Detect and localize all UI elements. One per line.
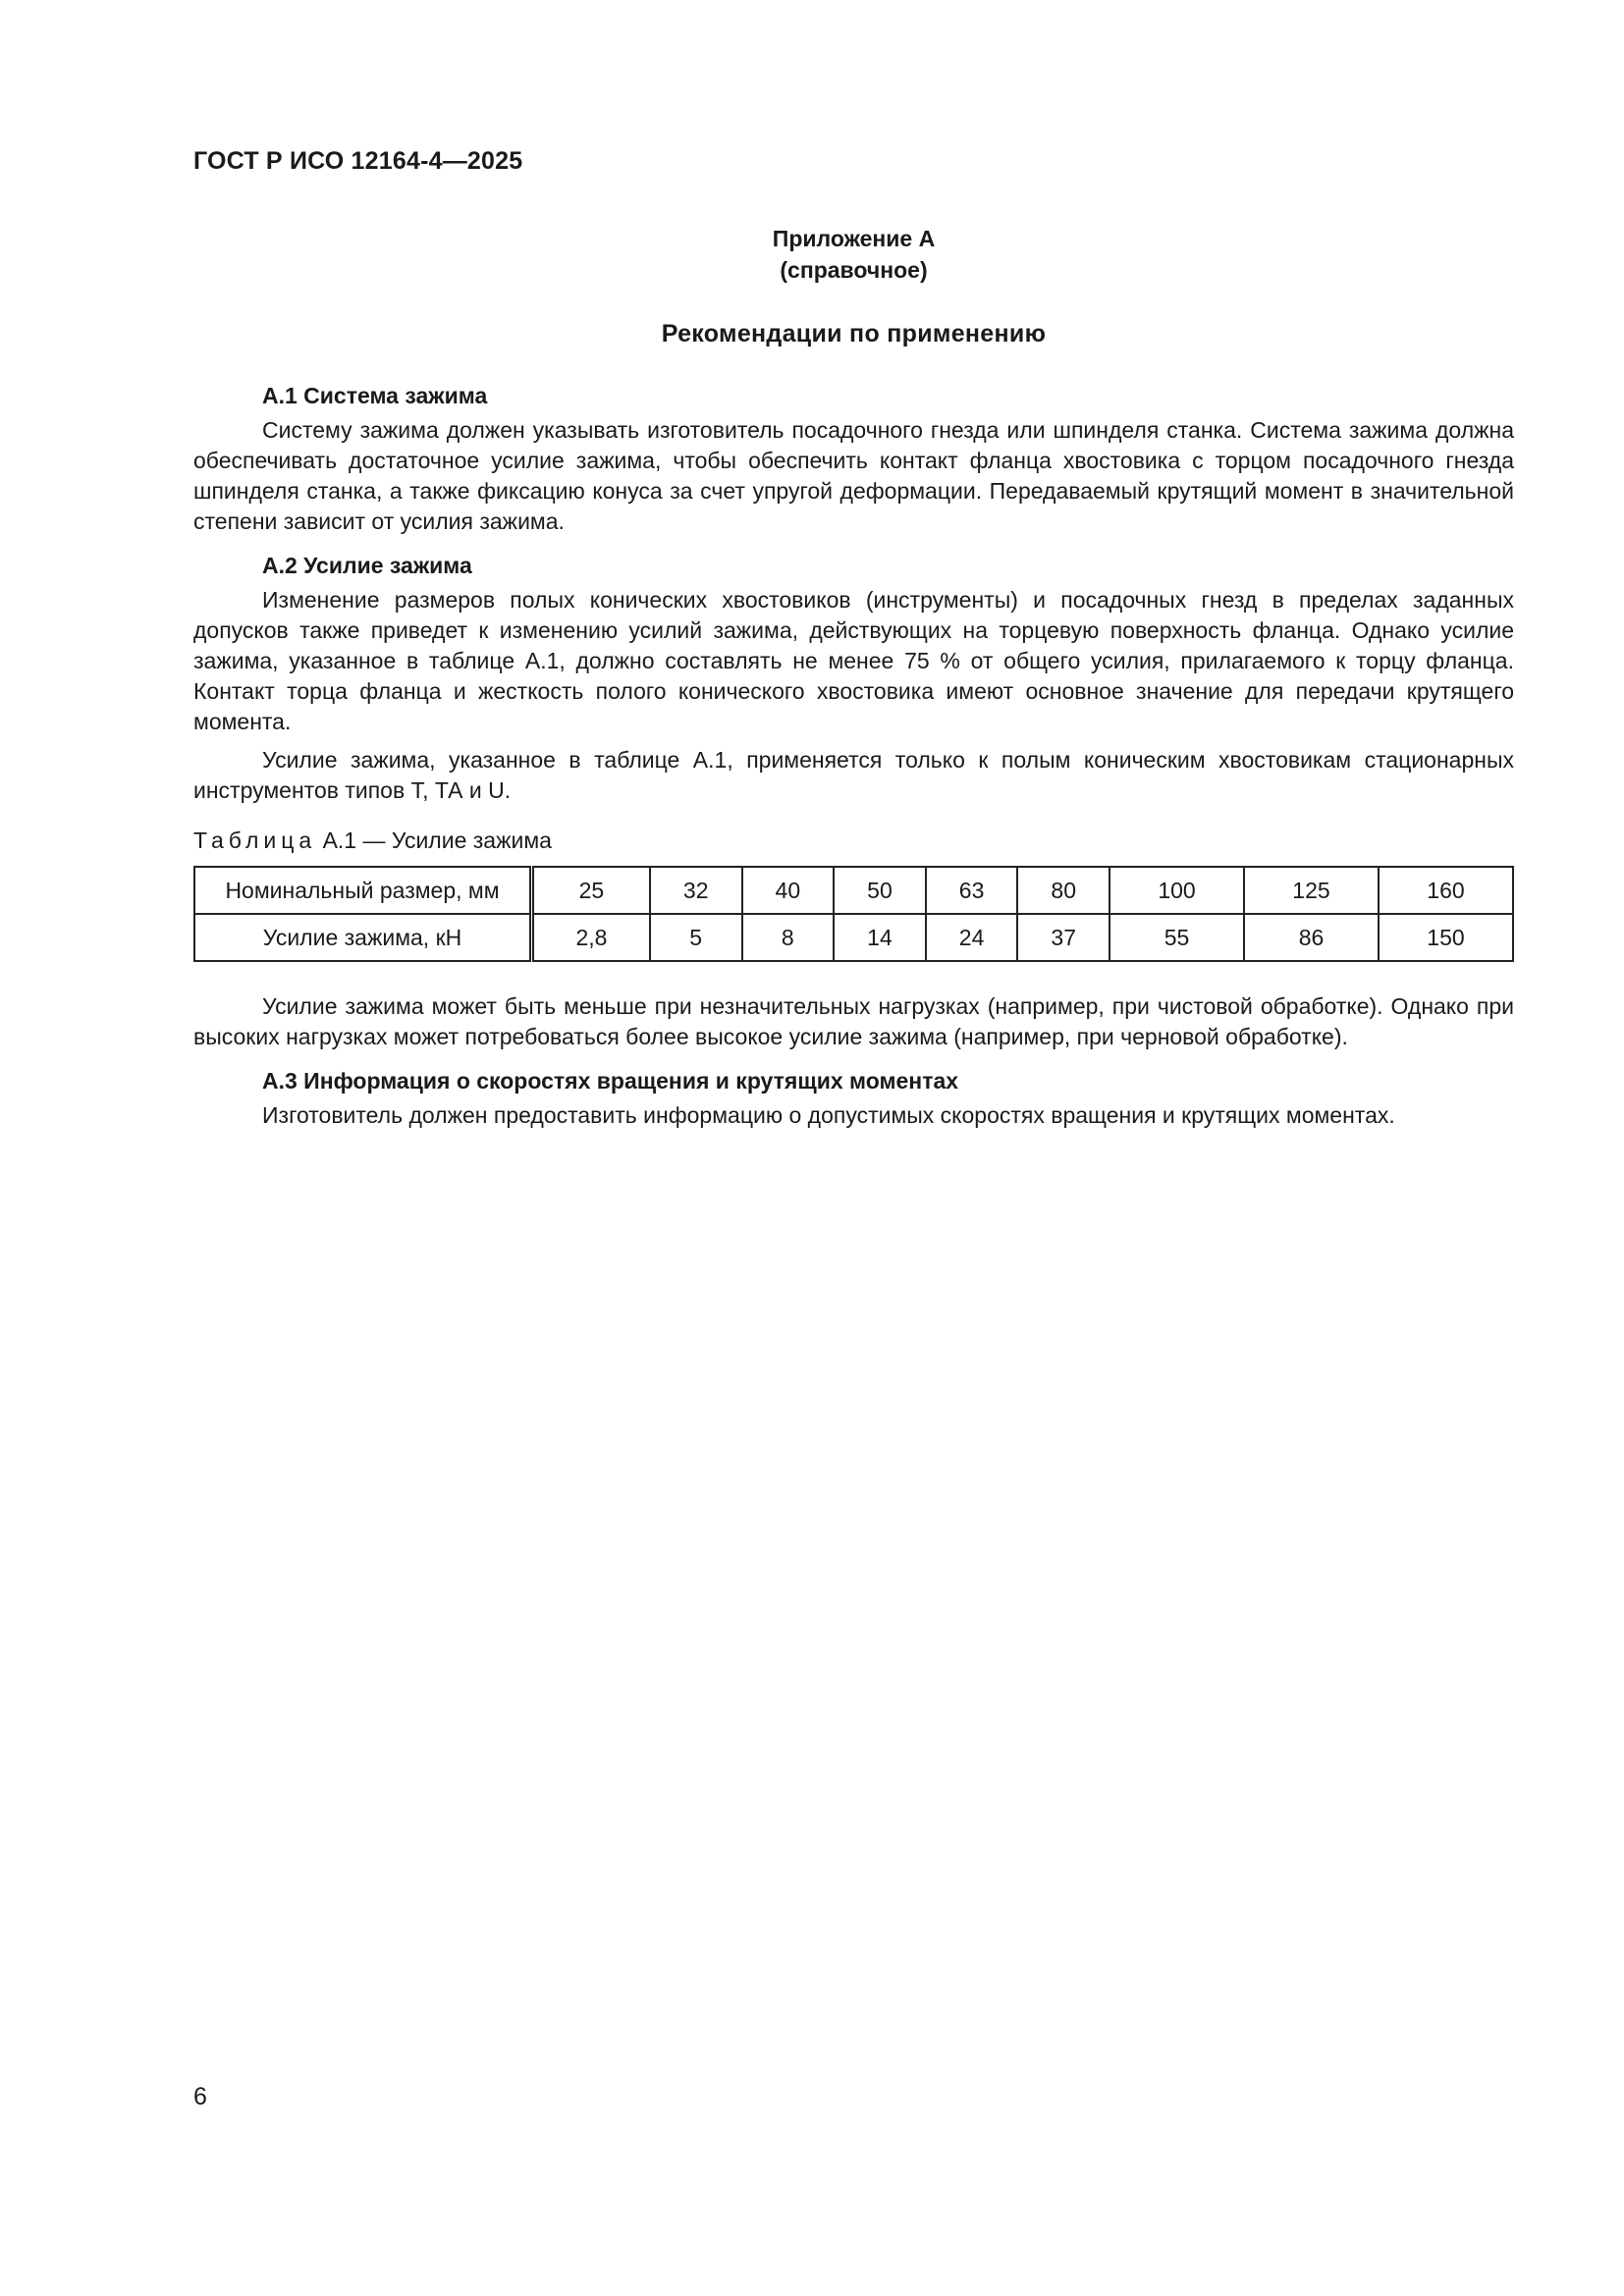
clause-a2-title: А.2 Усилие зажима — [262, 553, 472, 578]
table-row — [194, 867, 1513, 914]
table-caption-prefix: Таблица — [193, 828, 317, 853]
table-cell: 37 — [1017, 914, 1110, 961]
table-cell: 25 — [532, 867, 650, 914]
clamping-force-table — [193, 866, 1514, 962]
table-cell: 2,8 — [532, 914, 650, 961]
document-body — [193, 381, 1514, 1131]
clause-a3-title: А.3 Информация о скоростях вращения и крутящих моментах — [262, 1068, 959, 1094]
table-cell: 55 — [1110, 914, 1244, 961]
table-cell: 63 — [926, 867, 1018, 914]
table-caption-text: А.1 — Усилие зажима — [316, 828, 552, 853]
clause-a1-paragraph: Систему зажима должен указывать изготовитель посадочного гнезда или шпинделя станка. Система зажима должна обеспечивать достаточное усилие зажима, чтобы обеспечить контакт фланца хвостовика с торцом посадочного гнезда шпинделя станка, а также фиксацию конуса за счет упругой деформации. Передаваемый крутящий момент в значительной степени зависит от усилия зажима. — [193, 417, 1514, 534]
table-cell: 5 — [650, 914, 742, 961]
table-caption — [193, 826, 1514, 856]
table-cell: 14 — [834, 914, 926, 961]
table-cell: 24 — [926, 914, 1018, 961]
clause-a2-paragraph-2: Усилие зажима, указанное в таблице А.1, применяется только к полым коническим хвостовикам стационарных инструментов типов Т, ТА и U. — [193, 747, 1514, 803]
annex-type: (справочное) — [780, 257, 928, 283]
table-cell: 50 — [834, 867, 926, 914]
table-cell: 86 — [1244, 914, 1379, 961]
table-cell: 8 — [742, 914, 835, 961]
table-row-label: Номинальный размер, мм — [194, 867, 532, 914]
table-cell: 32 — [650, 867, 742, 914]
table-cell: 80 — [1017, 867, 1110, 914]
table-row — [194, 914, 1513, 961]
document-code: ГОСТ Р ИСО 12164-4—2025 — [193, 147, 523, 175]
table-cell: 160 — [1379, 867, 1513, 914]
table-cell: 125 — [1244, 867, 1379, 914]
clause-a2-paragraph-1: Изменение размеров полых конических хвостовиков (инструменты) и посадочных гнезд в пределах заданных допусков также приведет к изменению усилий зажима, действующих на торцевую поверхность фланца. Однако усилие зажима, указанное в таблице А.1, должно составлять не менее 75 % от общего усилия, прилагаемого к торцу фланца. Контакт торца фланца и жесткость полого конического хвостовика имеют основное значение для передачи крутящего момента. — [193, 587, 1514, 734]
table-cell: 150 — [1379, 914, 1513, 961]
clause-a3-paragraph: Изготовитель должен предоставить информацию о допустимых скоростях вращения и крутящих моментах. — [262, 1102, 1395, 1128]
table-cell: 100 — [1110, 867, 1244, 914]
page-number: 6 — [193, 2083, 207, 2110]
clause-a1-title: А.1 Система зажима — [262, 383, 488, 408]
annex-title: Приложение А — [772, 226, 936, 251]
table-row-label: Усилие зажима, кН — [194, 914, 532, 961]
clause-a2-paragraph-3: Усилие зажима может быть меньше при незначительных нагрузках (например, при чистовой обработке). Однако при высоких нагрузках может потребоваться более высокое усилие зажима (например, при черновой обработке). — [193, 993, 1514, 1049]
table-cell: 40 — [742, 867, 835, 914]
annex-heading: Рекомендации по применению — [661, 320, 1047, 347]
